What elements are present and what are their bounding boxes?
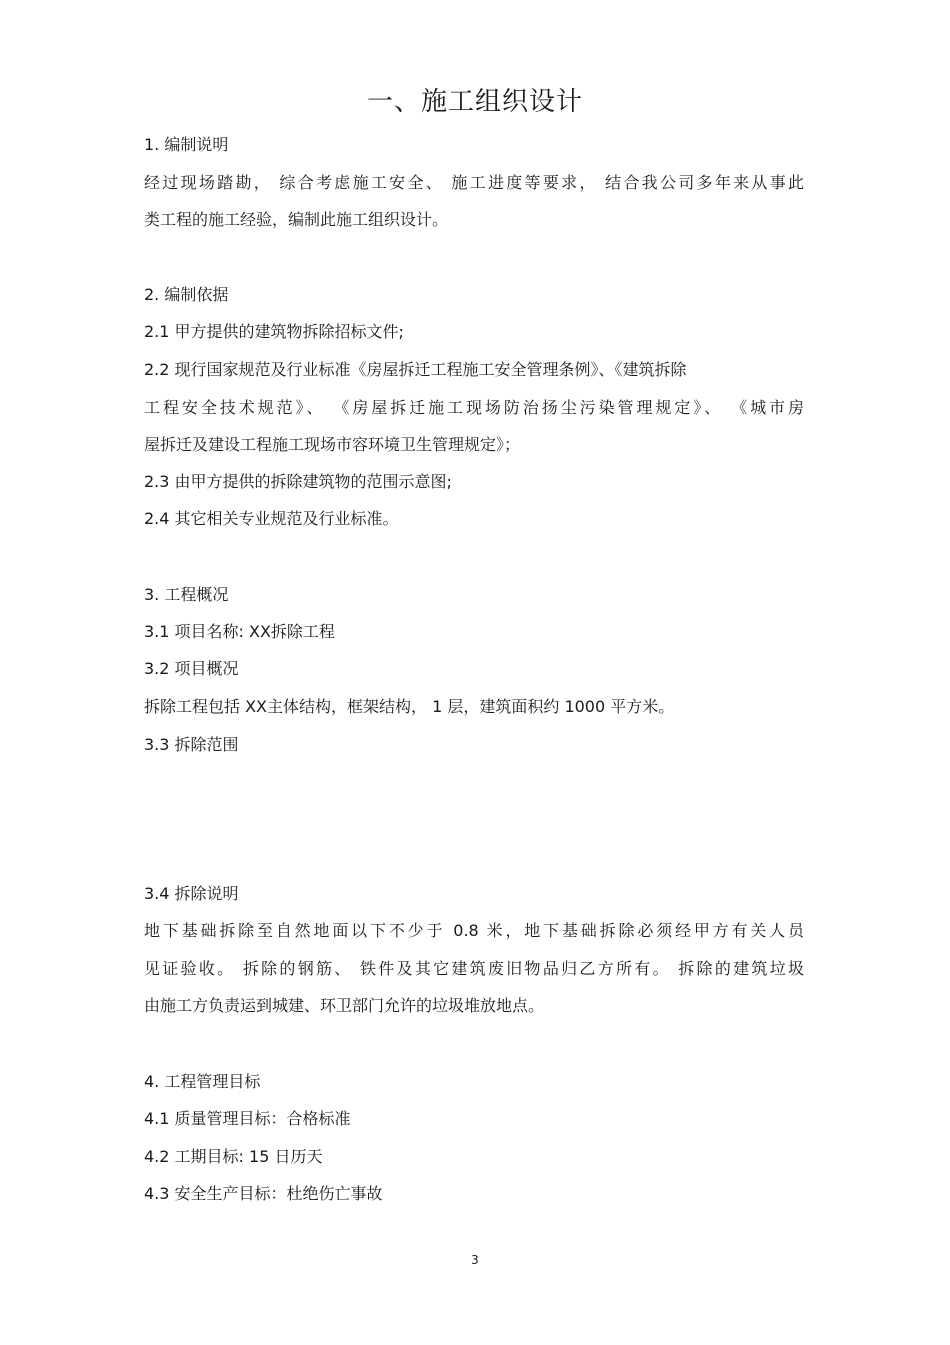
section-3-heading: 3. 工程概况 (144, 585, 229, 604)
section-1-heading: 1. 编制说明 (144, 135, 229, 154)
demolition-heading: 3.4 拆除说明 (144, 884, 239, 903)
section-2-line-4: 屋拆迁及建设工程施工现场市容环境卫生管理规定》； (144, 435, 521, 454)
section-2-heading: 2. 编制依据 (144, 285, 229, 304)
section-2-line-3: 工程安全技术规范》、 《房屋拆迁施工现场防治扬尘污染管理规定》、 《城市房 (144, 398, 804, 417)
section-2-line-2: 2.2 现行国家规范及行业标准《房屋拆迁工程施工安全管理条例》、《建筑拆除 (144, 360, 687, 379)
section-4-line-2: 4.2 工期目标: 15 日历天 (144, 1147, 323, 1166)
section-4-line-1: 4.1 质量管理目标：合格标准 (144, 1109, 351, 1128)
demolition-line-1: 地下基础拆除至自然地面以下不少于 0.8 米，地下基础拆除必须经甲方有关人员 (144, 921, 804, 940)
section-1-line-1: 经过现场踏勘， 综合考虑施工安全、 施工进度等要求， 结合我公司多年来从事此 (144, 173, 804, 192)
section-2-line-1: 2.1 甲方提供的建筑物拆除招标文件; (144, 322, 404, 341)
section-4-heading: 4. 工程管理目标 (144, 1072, 261, 1091)
demolition-line-2: 见证验收。 拆除的钢筋、 铁件及其它建筑废旧物品归乙方所有。 拆除的建筑垃圾 (144, 959, 804, 978)
page-number: 3 (471, 1253, 479, 1267)
demolition-line-3: 由施工方负责运到城建、环卫部门允许的垃圾堆放地点。 (144, 996, 545, 1015)
section-2-line-5: 2.3 由甲方提供的拆除建筑物的范围示意图; (144, 472, 452, 491)
section-3-line-1: 3.1 项目名称: XX拆除工程 (144, 622, 335, 641)
section-2-line-6: 2.4 其它相关专业规范及行业标准。 (144, 509, 399, 528)
section-3-line-4: 3.3 拆除范围 (144, 735, 239, 754)
section-1-line-2: 类工程的施工经验，编制此施工组织设计。 (144, 210, 449, 229)
document-title: 一、施工组织设计 (366, 87, 583, 117)
section-3-line-2: 3.2 项目概况 (144, 659, 239, 678)
section-4-line-3: 4.3 安全生产目标：杜绝伤亡事故 (144, 1184, 383, 1203)
section-3-line-3: 拆除工程包括 XX主体结构，框架结构， 1 层，建筑面积约 1000 平方米。 (144, 697, 675, 716)
